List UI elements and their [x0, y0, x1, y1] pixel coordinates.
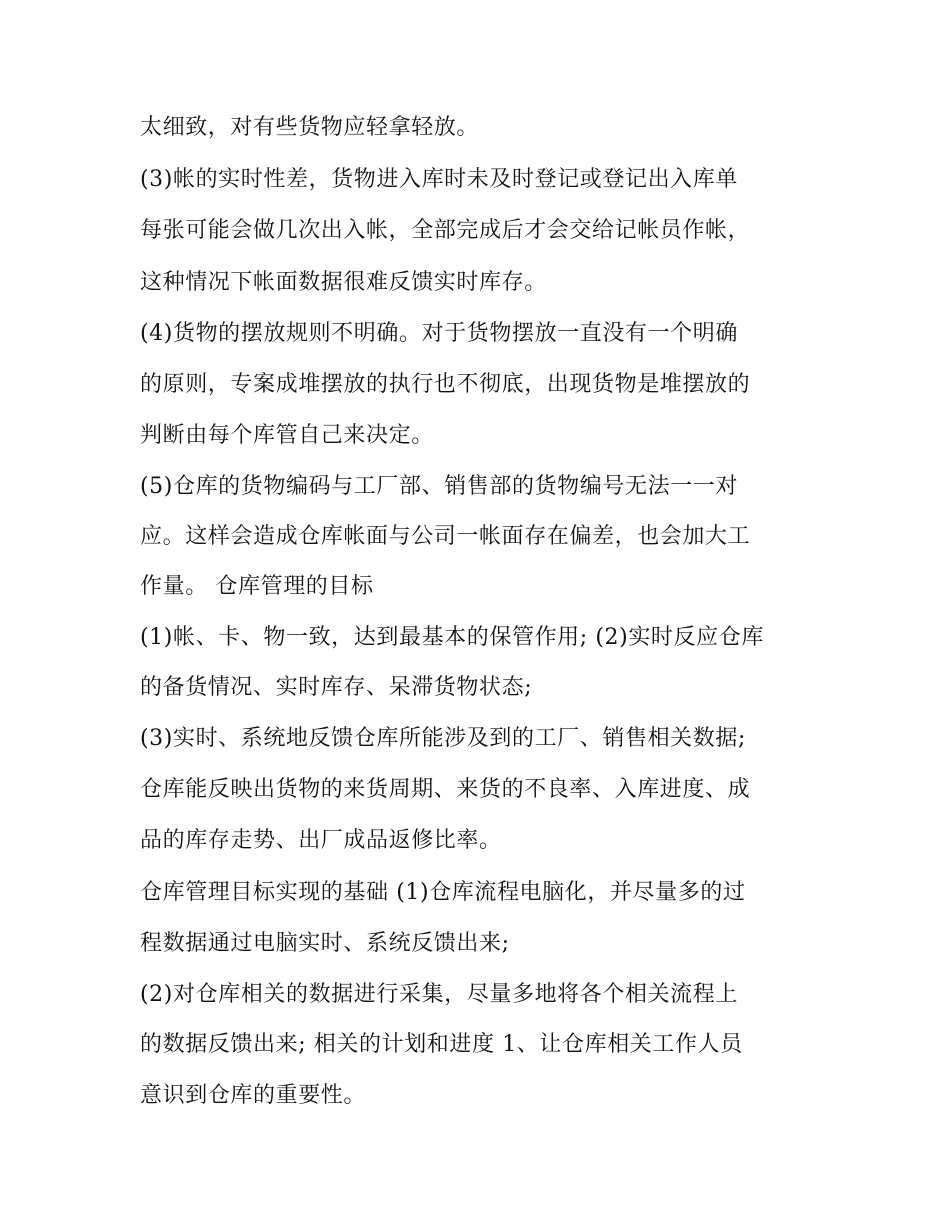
text-line: 作量。 仓库管理的目标: [140, 574, 374, 599]
text-line: (4)货物的摆放规则不明确。对于货物摆放一直没有一个明确: [140, 321, 738, 346]
text-line: (2)对仓库相关的数据进行采集，尽量多地将各个相关流程上: [140, 982, 738, 1007]
text-line: 品的库存走势、出厂成品返修比率。: [140, 828, 502, 853]
text-line: 应。这样会造成仓库帐面与公司一帐面存在偏差，也会加大工: [140, 524, 751, 549]
text-line: 的原则，专案成堆摆放的执行也不彻底，出现货物是堆摆放的: [140, 372, 751, 397]
text-line: 仓库管理目标实现的基础 (1)仓库流程电脑化，并尽量多的过: [140, 880, 746, 905]
text-line: 程数据通过电脑实时、系统反馈出来;: [140, 931, 510, 956]
text-line: (3)帐的实时性差，货物进入库时未及时登记或登记出入库单: [140, 167, 738, 192]
text-line: (5)仓库的货物编码与工厂部、销售部的货物编号无法一一对: [140, 474, 738, 499]
text-line: 判断由每个库管自己来决定。: [140, 423, 434, 448]
text-line: 仓库能反映出货物的来货周期、来货的不良率、入库进度、成: [140, 777, 751, 802]
text-line: 这种情况下帐面数据很难反馈实时库存。: [140, 270, 547, 295]
text-line: 意识到仓库的重要性。: [140, 1083, 367, 1108]
text-line: 每张可能会做几次出入帐，全部完成后才会交给记帐员作帐，: [140, 218, 751, 243]
text-line: 的数据反馈出来; 相关的计划和进度 1、让仓库相关工作人员: [140, 1032, 743, 1057]
text-line: 太细致，对有些货物应轻拿轻放。: [140, 115, 480, 140]
text-line: (1)帐、卡、物一致，达到最基本的保管作用; (2)实时反应仓库: [140, 625, 764, 650]
text-line: 的备货情况、实时库存、呆滞货物状态;: [140, 675, 533, 700]
text-line: (3)实时、系统地反馈仓库所能涉及到的工厂、销售相关数据;: [140, 726, 746, 751]
